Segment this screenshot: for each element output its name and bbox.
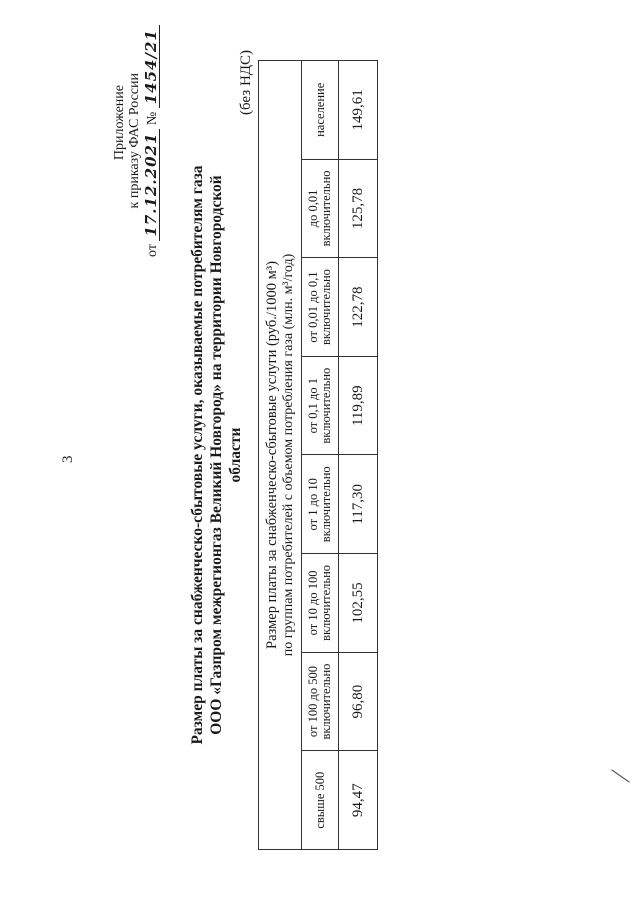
group-cell: население [302, 61, 339, 160]
value-cell: 149,61 [339, 61, 378, 160]
value-row [339, 61, 378, 850]
page-number: 3 [60, 455, 76, 463]
table-header-line-1: Размер платы за снабженческо-сбытовые услуги (руб./1000 м³) [263, 261, 280, 649]
group-cell: от 10 до 100 включительно [302, 554, 339, 653]
table-header-row [259, 61, 302, 850]
number-prefix: № [145, 111, 160, 126]
order-date-number [142, 29, 160, 257]
title-line-1: Размер платы за снабженческо-сбытовые услуги, оказываемые потребителям газа [189, 165, 206, 745]
vat-note: (без НДС) [238, 49, 254, 115]
table-header-line-2: по группам потребителей с объемом потребления газа (млн. м³/год) [280, 253, 296, 657]
rate-table [258, 60, 378, 850]
group-cell: до 0,01 включительно [302, 159, 339, 258]
table-header [259, 61, 302, 850]
order-number: 1454/21 [144, 25, 160, 108]
pen-mark [611, 769, 630, 782]
value-cell: 119,89 [339, 356, 378, 455]
value-cell: 96,80 [339, 652, 378, 751]
group-cell: свыше 500 [302, 751, 339, 850]
group-row [302, 61, 339, 850]
document-title [188, 165, 245, 745]
value-cell: 122,78 [339, 258, 378, 357]
value-cell: 125,78 [339, 159, 378, 258]
value-cell: 102,55 [339, 554, 378, 653]
group-cell: от 0,01 до 0,1 включительно [302, 258, 339, 357]
appendix-block [112, 29, 160, 257]
order-reference: к приказу ФАС России [127, 73, 142, 209]
group-cell: от 100 до 500 включительно [302, 652, 339, 751]
order-date: 17.12.2021 [144, 129, 160, 241]
value-cell: 117,30 [339, 455, 378, 554]
value-cell: 94,47 [339, 751, 378, 850]
appendix-label: Приложение [112, 85, 127, 161]
group-cell: от 0,1 до 1 включительно [302, 356, 339, 455]
date-prefix: от [145, 244, 160, 257]
title-line-2: ООО «Газпром межрегионгаз Великий Новгород» на территории Новгородской области [208, 175, 244, 735]
group-cell: от 1 до 10 включительно [302, 455, 339, 554]
